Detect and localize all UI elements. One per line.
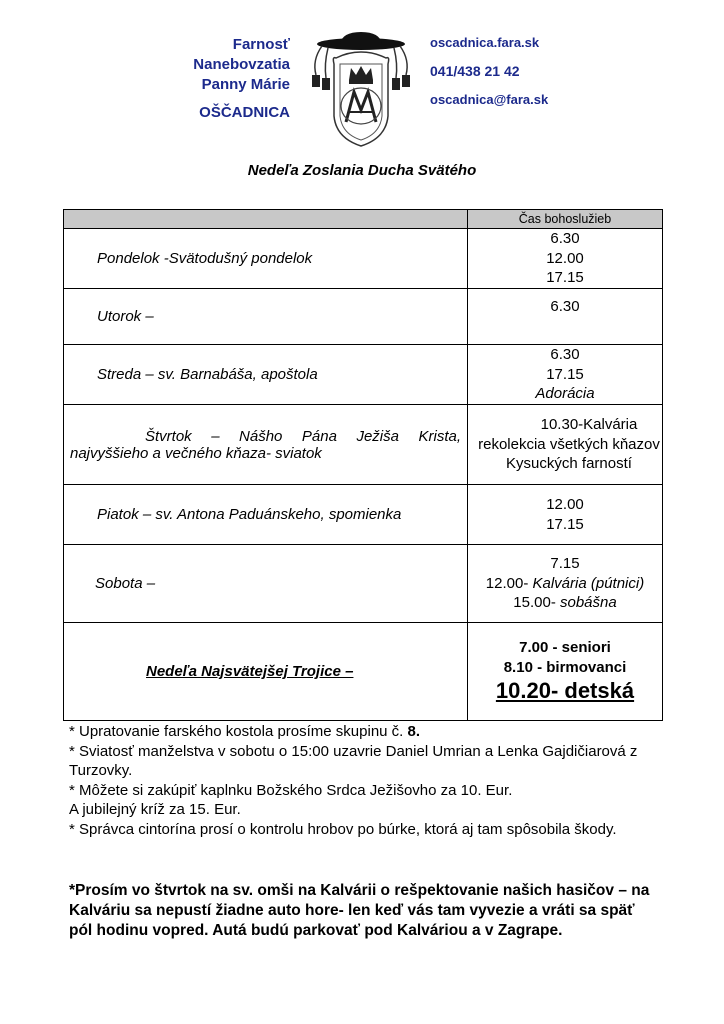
header-time-cell: Čas bohoslužieb xyxy=(468,210,663,229)
note-text: * Upratovanie farského kostola prosíme skupinu č. xyxy=(69,723,404,740)
table-row xyxy=(64,229,663,289)
time-label: Kalvária (pútnici) xyxy=(532,574,645,592)
times-cell xyxy=(468,345,663,405)
table-row xyxy=(64,623,663,721)
time-value: 6.30 xyxy=(550,346,580,364)
day-cell xyxy=(64,289,468,345)
note xyxy=(69,722,659,742)
header-day-cell xyxy=(64,210,468,229)
final-note: *Prosím vo štvrtok na sv. omši na Kalvárii o rešpektovanie našich hasičov – na Kalváriu sa nepustí žiadne auto hore- len keď vás tam vyvezie a vráti sa späť pól hodinu vopred. Autá budú parkovať pod Kalváriou a v Zagrape. xyxy=(69,882,650,939)
parish-line: Farnosť xyxy=(232,36,290,53)
schedule-table xyxy=(63,209,663,721)
time-value xyxy=(468,574,662,594)
parish-crest-icon xyxy=(302,30,420,148)
day-cell xyxy=(64,229,468,289)
day-label: Sobota – xyxy=(95,575,156,592)
website-link[interactable]: oscadnica.fara.sk xyxy=(430,35,540,50)
table-row xyxy=(64,485,663,545)
time-value xyxy=(468,593,662,613)
table-row xyxy=(64,545,663,623)
times-cell xyxy=(468,485,663,545)
table-row xyxy=(64,289,663,345)
contact-info xyxy=(430,36,548,107)
times-cell xyxy=(468,229,663,289)
time-value: 17.15 xyxy=(546,515,584,533)
note-number: 8. xyxy=(407,723,421,740)
day-cell xyxy=(64,345,468,405)
page-title: Nedeľa Zoslania Ducha Svätého xyxy=(247,162,477,179)
time-value: 17.15 xyxy=(546,269,584,287)
note: * Správca cintorína prosí o kontrolu hrobov po búrke, ktorá aj tam spôsobila škody. xyxy=(69,820,617,838)
time-value: 12.00 xyxy=(546,249,584,267)
highlight-time: 10.20- detská xyxy=(495,678,635,703)
notes-section xyxy=(69,722,659,839)
time-value: 7.15 xyxy=(550,555,580,573)
time-value: 10.30-Kalvária rekolekcia všetkých kňazov Kysuckých farností xyxy=(478,416,660,473)
day-label: Nedeľa Najsvätejšej Trojice – xyxy=(146,663,354,680)
time-value: 17.15 xyxy=(546,365,584,383)
times-cell xyxy=(468,289,663,345)
day-label: Piatok – sv. Antona Paduánskeho, spomienka xyxy=(97,506,402,523)
note: A jubilejný kríž za 15. Eur. xyxy=(69,801,241,818)
day-label: Štvrtok – Nášho Pána Ježiša Krista, najvyššieho a večného kňaza- sviatok xyxy=(70,427,461,462)
table-row xyxy=(64,405,663,485)
parish-name xyxy=(150,35,290,123)
table-row xyxy=(64,345,663,405)
day-cell xyxy=(64,405,468,485)
day-cell xyxy=(64,545,468,623)
time-value: Adorácia xyxy=(535,385,595,403)
time-value: 6.30 xyxy=(550,298,580,315)
times-cell xyxy=(468,623,663,721)
day-label: Streda – sv. Barnabáša, apoštola xyxy=(97,366,318,383)
time-value: 8.10 - birmovanci xyxy=(503,658,627,676)
parish-town: OŠČADNICA xyxy=(199,104,290,121)
day-label: Pondelok -Svätodušný pondelok xyxy=(97,250,313,267)
email-link[interactable]: oscadnica@fara.sk xyxy=(430,92,549,107)
day-label: Utorok – xyxy=(97,308,154,325)
note: * Môžete si zakúpiť kaplnku Božského Srdca Ježišovho za 10. Eur. xyxy=(69,781,513,799)
time-value: 7.00 - seniori xyxy=(519,639,611,656)
day-cell xyxy=(64,623,468,721)
parish-line: Panny Márie xyxy=(201,76,290,93)
parish-line: Nanebovzatia xyxy=(193,56,290,73)
time-value: 6.30 xyxy=(550,230,580,248)
note: * Sviatosť manželstva v sobotu o 15:00 uzavrie Daniel Umrian a Lenka Gajdičiarová z Turzovky. xyxy=(69,742,638,779)
day-cell xyxy=(64,485,468,545)
times-cell xyxy=(468,545,663,623)
time-label: sobášna xyxy=(560,594,617,612)
time-value: 12.00 xyxy=(546,496,584,513)
times-cell xyxy=(468,405,663,485)
time-number: 12.00- xyxy=(485,574,529,592)
table-header-row xyxy=(64,210,663,229)
time-number: 15.00- xyxy=(513,594,556,612)
phone-number: 041/438 21 42 xyxy=(430,63,520,79)
